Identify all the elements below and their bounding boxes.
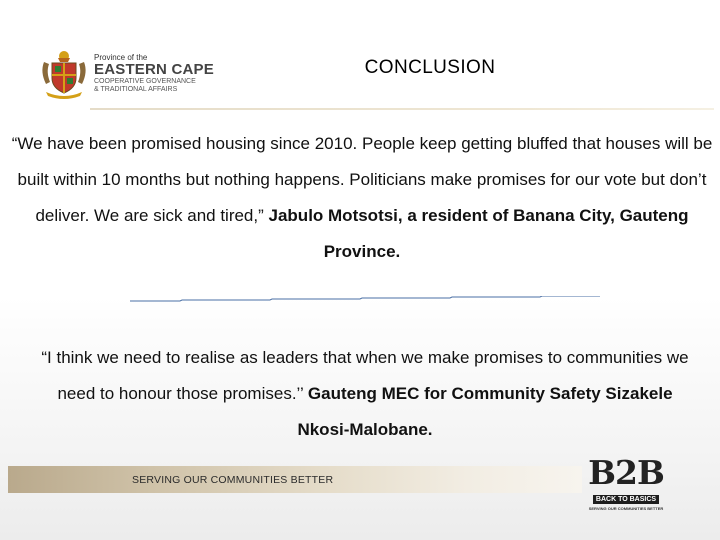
quote-2-attribution: Gauteng MEC for Community Safety Sizakele Nkosi-Malobane. xyxy=(297,384,673,439)
quote-1-attribution: Jabulo Motsotsi, a resident of Banana City, Gauteng Province. xyxy=(268,206,689,261)
quote-2-text: “I think we need to realise as leaders that when we make promises to communities we need to honour those promises.’’ xyxy=(41,348,689,403)
logo-line-cogta-1: COOPERATIVE GOVERNANCE xyxy=(94,78,196,85)
coat-of-arms-icon xyxy=(38,48,90,100)
slide-title: CONCLUSION xyxy=(364,57,496,78)
quote-divider xyxy=(130,296,600,302)
logo-line-province: Province of the xyxy=(94,53,148,62)
logo-line-eastern-cape: EASTERN CAPE xyxy=(94,61,214,78)
logo-line-cogta-2: & TRADITIONAL AFFAIRS xyxy=(94,86,178,93)
back-to-basics-logo xyxy=(588,453,664,511)
b2b-logo-mark: B2B xyxy=(588,453,664,492)
footer-slogan: SERVING OUR COMMUNITIES BETTER xyxy=(132,474,334,486)
eastern-cape-logo xyxy=(38,48,218,100)
quote-block-2 xyxy=(40,340,690,448)
b2b-logo-tagline: SERVING OUR COMMUNITIES BETTER xyxy=(588,506,664,511)
header-divider xyxy=(90,108,714,110)
quote-block-1 xyxy=(10,126,714,270)
quote-1-text: “We have been promised housing since 2010. People keep getting bluffed that houses will be built within 10 months but nothing happens. Politicians make promises for our vote but don’t deliver. We are sick and tired,” xyxy=(11,134,713,225)
b2b-logo-label: BACK TO BASICS xyxy=(593,495,659,504)
